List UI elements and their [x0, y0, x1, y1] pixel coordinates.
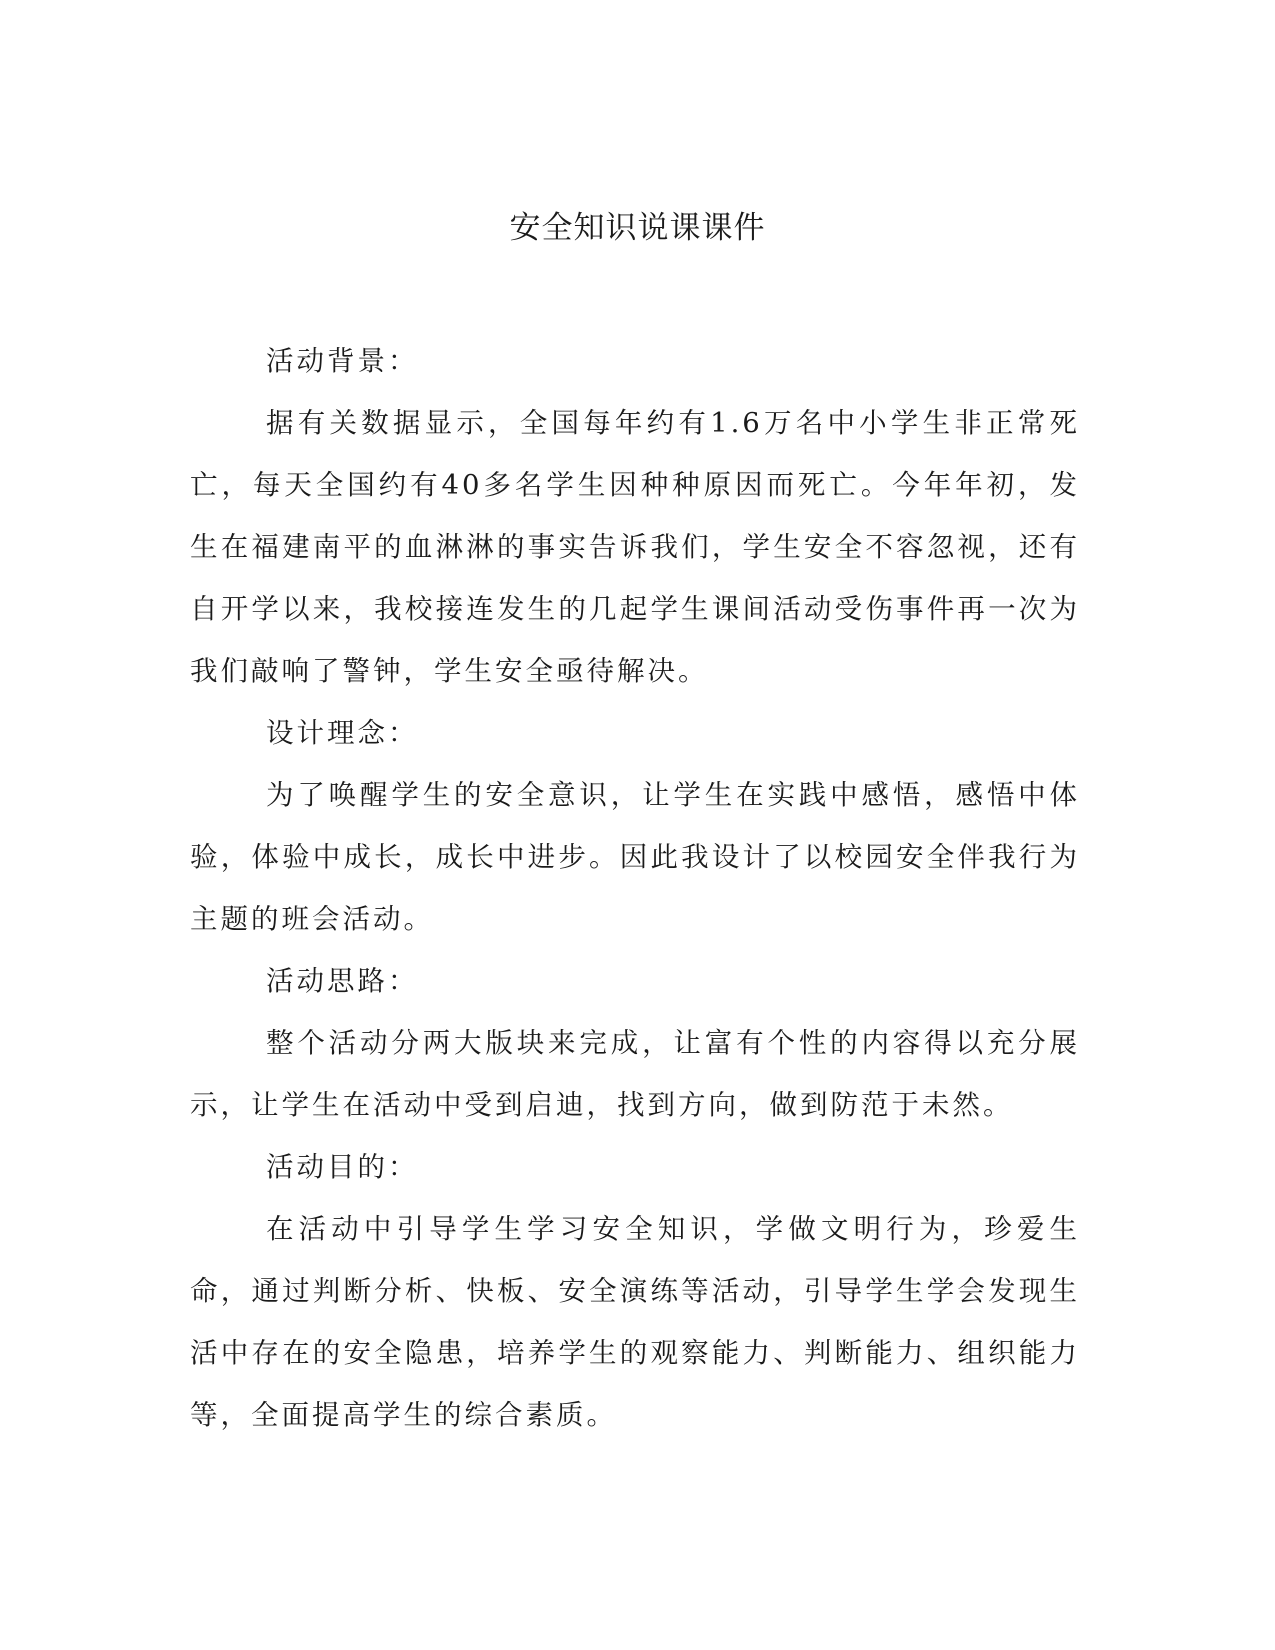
section-heading-design-concept: 设计理念：	[266, 717, 419, 749]
section-paragraph-background: 据有关数据显示，全国每年约有1.6万名中小学生非正常死亡，每天全国约有40多名学生因种种原因而死亡。今年年初，发生在福建南平的血淋淋的事实告诉我们，学生安全不容忽视，还有自开学以来，我校接连发生的几起学生课间活动受伤事件再一次为我们敲响了警钟，学生安全亟待解决。	[190, 407, 1080, 687]
document-body	[190, 330, 1080, 1446]
section-paragraph-activity-goal: 在活动中引导学生学习安全知识，学做文明行为，珍爱生命，通过判断分析、快板、安全演练等活动，引导学生学会发现生活中存在的安全隐患，培养学生的观察能力、判断能力、组织能力等，全面提高学生的综合素质。	[190, 1213, 1080, 1431]
section-heading-activity-goal: 活动目的：	[266, 1151, 419, 1183]
section-paragraph-design-concept: 为了唤醒学生的安全意识，让学生在实践中感悟，感悟中体验，体验中成长，成长中进步。因此我设计了以校园安全伴我行为主题的班会活动。	[190, 779, 1080, 935]
document-title: 安全知识说课课件	[509, 210, 766, 246]
section-heading-background: 活动背景：	[266, 345, 419, 377]
section-heading-activity-approach: 活动思路：	[266, 965, 419, 997]
section-paragraph-activity-approach: 整个活动分两大版块来完成，让富有个性的内容得以充分展示，让学生在活动中受到启迪，找到方向，做到防范于未然。	[190, 1027, 1080, 1121]
